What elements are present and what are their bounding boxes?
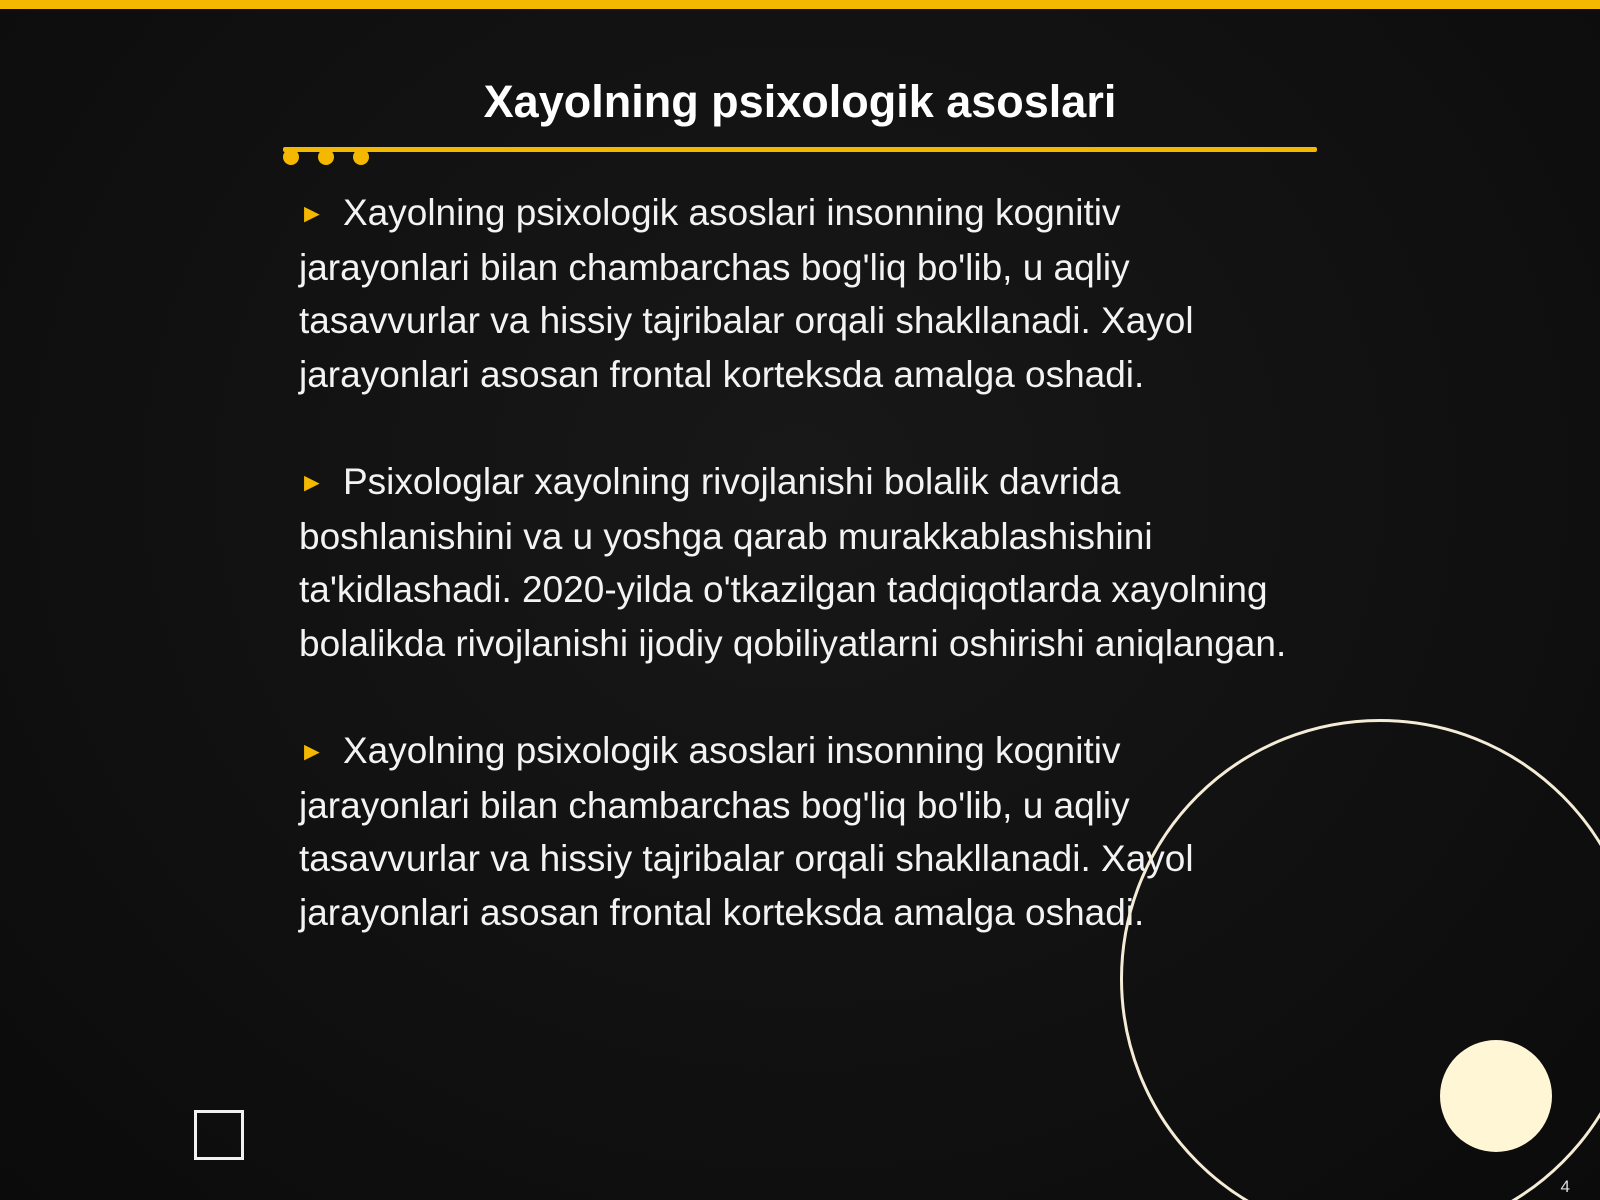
bullet-text: Psixologlar xayolning rivojlanishi bolalik davrida boshlanishini va u yoshga qarab murakkablashishini ta'kidlashadi. 2020-yilda o'tkazilgan tadqiqotlarda xayolning bolalikda rivojlanishi ijodiy qobiliyatlarni oshirishi aniqlangan. [299,461,1287,664]
bullet-text: Xayolning psixologik asoslari insonning kognitiv jarayonlari bilan chambarchas bog'liq bo'lib, u aqliy tasavvurlar va hissiy tajribalar orqali shakllanadi. Xayol jarayonlari asosan frontal korteksda amalga oshadi. [299,730,1194,933]
slide-number: 4 [1560,1177,1570,1196]
bullet-item [299,186,1289,401]
bullet-arrow-icon: ► [299,467,325,497]
title-underline [283,147,1317,152]
decorative-circle-filled [1440,1040,1552,1152]
decorative-dot [353,149,369,165]
top-accent-bar [0,0,1600,9]
bullet-text: Xayolning psixologik asoslari insonning kognitiv jarayonlari bilan chambarchas bog'liq bo'lib, u aqliy tasavvurlar va hissiy tajribalar orqali shakllanadi. Xayol jarayonlari asosan frontal korteksda amalga oshadi. [299,192,1194,395]
decorative-dots [283,149,373,167]
decorative-dot [283,149,299,165]
bullet-arrow-icon: ► [299,198,325,228]
slide-title: Xayolning psixologik asoslari [483,76,1117,127]
decorative-dot [318,149,334,165]
decorative-square [194,1110,244,1160]
bullet-arrow-icon: ► [299,736,325,766]
bullet-list [299,186,1289,993]
bullet-item [299,455,1289,670]
